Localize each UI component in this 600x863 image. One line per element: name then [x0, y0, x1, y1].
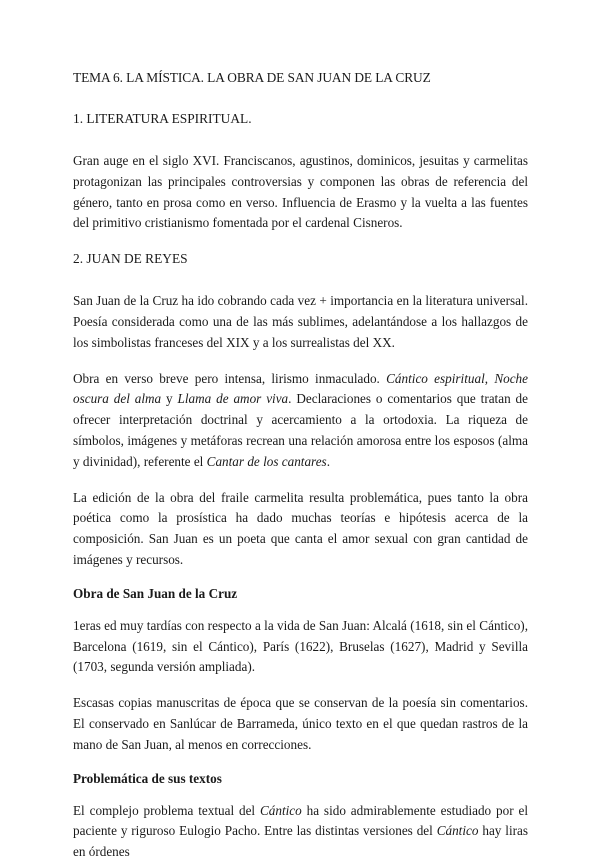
- work-title-cantar: Cantar de los cantares: [206, 453, 327, 469]
- subheading-problematica: Problemática de sus textos: [73, 770, 222, 786]
- subheading-obra: Obra de San Juan de la Cruz: [73, 585, 238, 601]
- work-title-cantico: Cántico espiritual: [386, 370, 485, 386]
- text-run: .: [326, 453, 330, 469]
- work-title-cantico: Cántico: [259, 802, 302, 818]
- paragraph-copias-manuscritas: Escasas copias manuscritas de época que se conservan de la poesía sin comentarios. El conservado en Sanlúcar de Barrameda, único texto en el que quedan rastros de la mano de San Juan, al menos en correcciones.: [73, 695, 528, 752]
- text-run: hay liras en órdenes: [73, 823, 528, 860]
- work-title-cantico: Cántico: [436, 823, 479, 839]
- text-run: Obra en verso breve pero intensa, lirismo inmaculado.: [73, 370, 387, 386]
- paragraph-edicion: La edición de la obra del fraile carmelita resulta problemática, pues tanto la obra poética como la prosística ha dado muchas teorías e hipótesis acerca de la composición. San Juan es un poeta que canta el amor sexual con gran cantidad de imágenes y recursos.: [73, 489, 528, 567]
- section-heading-juan-de-reyes: 2. JUAN DE REYES: [73, 251, 188, 267]
- document-title: TEMA 6. LA MÍSTICA. LA OBRA DE SAN JUAN DE LA CRUZ: [73, 70, 431, 85]
- paragraph-primeras-ediciones: 1eras ed muy tardías con respecto a la vida de San Juan: Alcalá (1618, sin el Cántico), Barcelona (1619, sin el Cántico), París (1622), Bruselas (1627), Madrid y Sevilla (1703, segunda versión ampliada).: [73, 617, 528, 675]
- work-title-noche-oscura: Noche oscura del alma: [73, 370, 529, 407]
- text-run: ha sido admirablemente estudiado por el paciente y riguroso Eulogio Pacho. Entre las distintas versiones del: [73, 802, 528, 839]
- text-run: El complejo problema textual del: [73, 802, 260, 818]
- text-run: ,: [484, 370, 495, 386]
- section-heading-literatura-espiritual: 1. LITERATURA ESPIRITUAL.: [73, 111, 252, 126]
- paragraph-obra-en-verso: [73, 369, 528, 473]
- paragraph-importancia: San Juan de la Cruz ha ido cobrando cada vez + importancia en la literatura universal. Poesía considerada como una de las más sublimes, adelantándose a los hallazgos de los simbolistas franceses del XIX y a los surrealistas del XX.: [73, 293, 528, 350]
- text-run: y: [161, 391, 178, 407]
- text-run: . Declaraciones o comentarios que tratan de ofrecer interpretación doctrinal y acercamiento a la ortodoxia. La riqueza de símbolos, imágenes y metáforas recrean una relación amorosa entre los esposos (alma y divinidad), referente el: [73, 391, 529, 469]
- paragraph-problema-textual: [73, 801, 528, 863]
- paragraph-literatura-espiritual: Gran auge en el siglo XVI. Franciscanos, agustinos, dominicos, jesuitas y carmelitas protagonizan las principales controversias y componen las obras de referencia del género, tanto en prosa como en verso. Influencia de Erasmo y la vuelta a las fuentes del primitivo cristianismo fomentada por el cardenal Cisneros.: [73, 153, 528, 231]
- work-title-llama: Llama de amor viva: [177, 391, 289, 407]
